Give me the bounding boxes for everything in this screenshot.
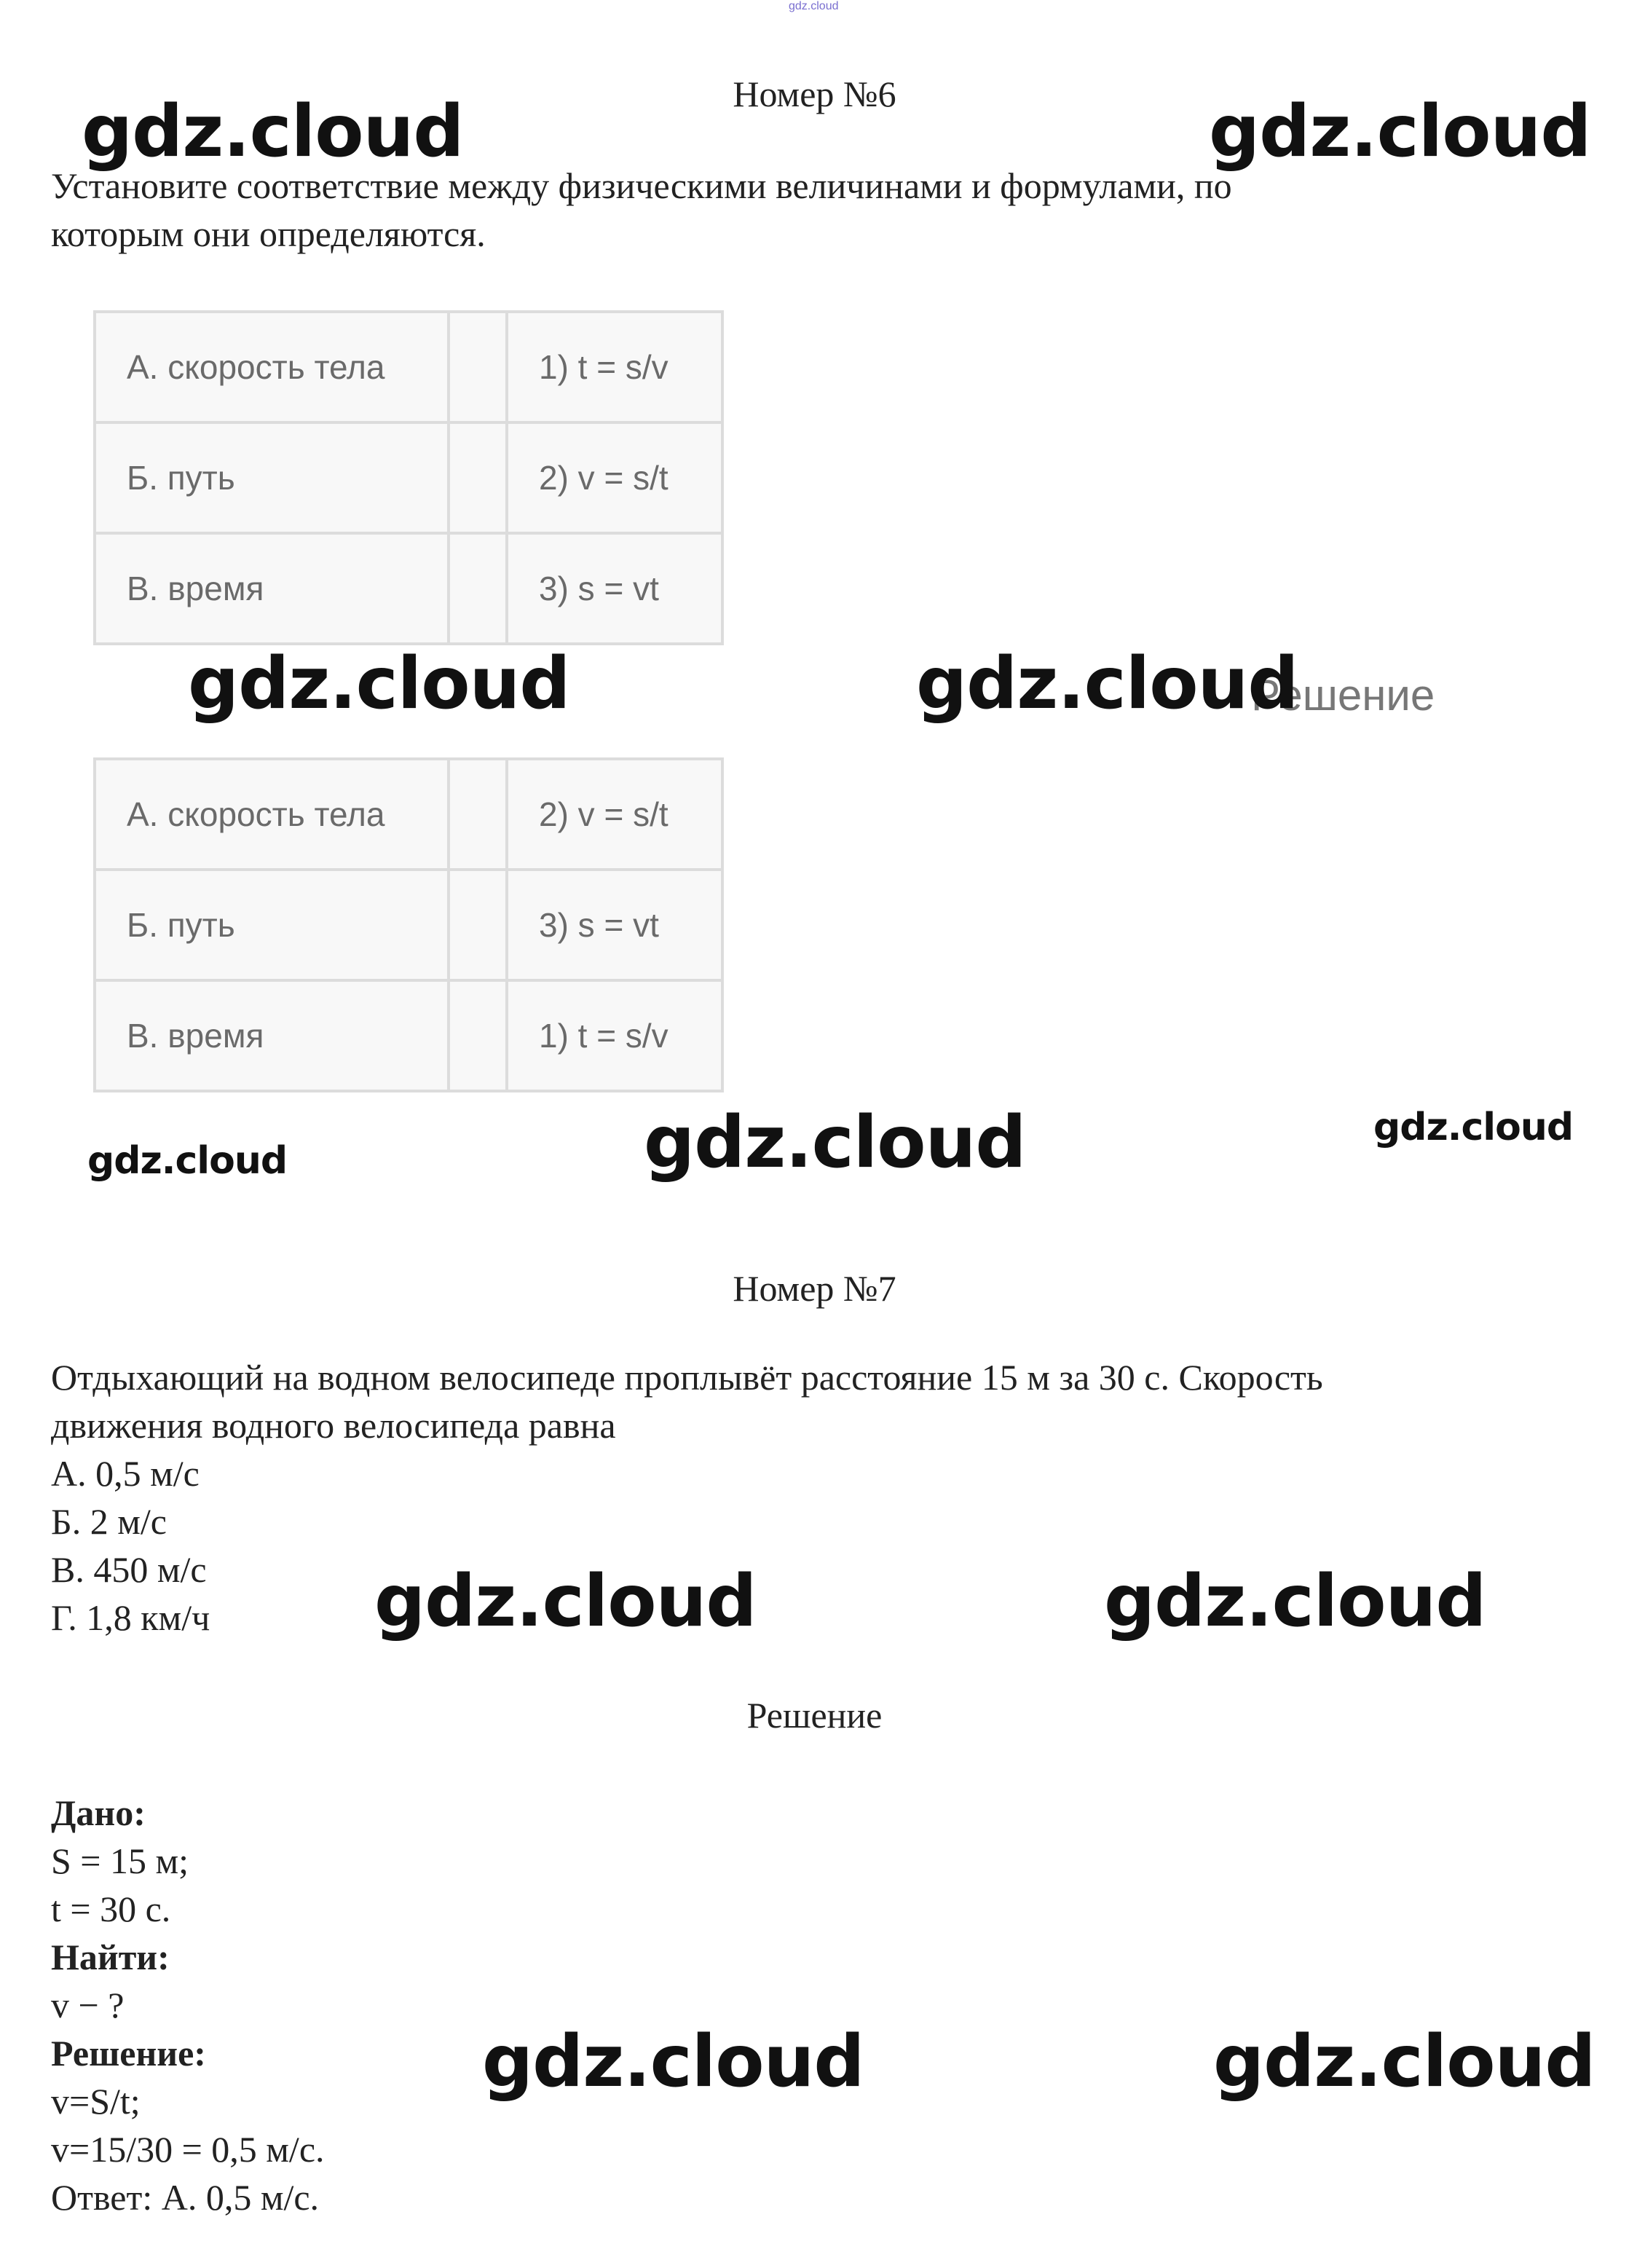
watermark: gdz.cloud — [1373, 1106, 1574, 1149]
watermark: gdz.cloud — [1213, 2020, 1596, 2103]
watermark: gdz.cloud — [482, 2020, 864, 2103]
task7-option: А. 0,5 м/с — [51, 1453, 200, 1494]
task7-option: Г. 1,8 км/ч — [51, 1597, 210, 1638]
task7-text-line2: движения водного велосипеда равна — [51, 1405, 616, 1446]
given-line: t = 30 с. — [51, 1889, 171, 1929]
task7-option: Б. 2 м/с — [51, 1501, 167, 1542]
task6-title: Номер №6 — [733, 74, 896, 114]
watermark: gdz.cloud — [1104, 1560, 1486, 1643]
watermark: gdz.cloud — [82, 90, 464, 173]
solution-line: v=15/30 = 0,5 м/с. — [51, 2129, 325, 2170]
table-cell-quantity: Б. путь — [95, 870, 449, 980]
watermark: gdz.cloud — [644, 1101, 1026, 1184]
task6-solution-label: Решение — [1251, 671, 1435, 720]
watermark: gdz.cloud — [87, 1139, 288, 1183]
table-cell-formula: 1) t = s/v — [507, 312, 722, 422]
given-label: Дано: — [51, 1792, 146, 1833]
table-cell-quantity: B. время — [95, 533, 449, 644]
task6-answer-table — [93, 757, 724, 1092]
find-label: Найти: — [51, 1937, 170, 1977]
table-cell-quantity: A. скорость тела — [95, 759, 449, 870]
solution-line: v=S/t; — [51, 2081, 141, 2122]
given-line: S = 15 м; — [51, 1840, 189, 1881]
task6-text-line1: Установите соответствие между физическими величинами и формулами, по — [51, 165, 1232, 206]
table-row — [95, 533, 722, 644]
watermark: gdz.cloud — [374, 1560, 757, 1643]
task7-option: В. 450 м/с — [51, 1549, 207, 1590]
task6-question-table — [93, 310, 724, 645]
task6-text-line2: которым они определяются. — [51, 213, 486, 254]
answer-line: Ответ: А. 0,5 м/с. — [51, 2177, 320, 2218]
table-cell-quantity: A. скорость тела — [95, 312, 449, 422]
table-cell-formula: 3) s = vt — [507, 533, 722, 644]
find-value: v − ? — [51, 1985, 125, 2025]
table-cell-quantity: B. время — [95, 980, 449, 1091]
table-cell-formula: 2) v = s/t — [507, 759, 722, 870]
table-cell-formula: 3) s = vt — [507, 870, 722, 980]
table-row — [95, 759, 722, 870]
table-row — [95, 422, 722, 533]
table-row — [95, 870, 722, 980]
table-cell-quantity: Б. путь — [95, 422, 449, 533]
watermark: gdz.cloud — [1209, 90, 1591, 173]
task7-title: Номер №7 — [733, 1268, 896, 1309]
table-row — [95, 312, 722, 422]
solution-heading: Решение: — [51, 2033, 206, 2074]
table-cell-formula: 2) v = s/t — [507, 422, 722, 533]
watermark: gdz.cloud — [916, 642, 1298, 725]
table-cell-formula: 1) t = s/v — [507, 980, 722, 1091]
watermark: gdz.cloud — [188, 642, 570, 725]
task7-text-line1: Отдыхающий на водном велосипеде проплывёт расстояние 15 м за 30 с. Скорость — [51, 1357, 1323, 1398]
header-mark: gdz.cloud — [789, 0, 839, 12]
table-row — [95, 980, 722, 1091]
task7-solution-label: Решение — [746, 1695, 883, 1736]
